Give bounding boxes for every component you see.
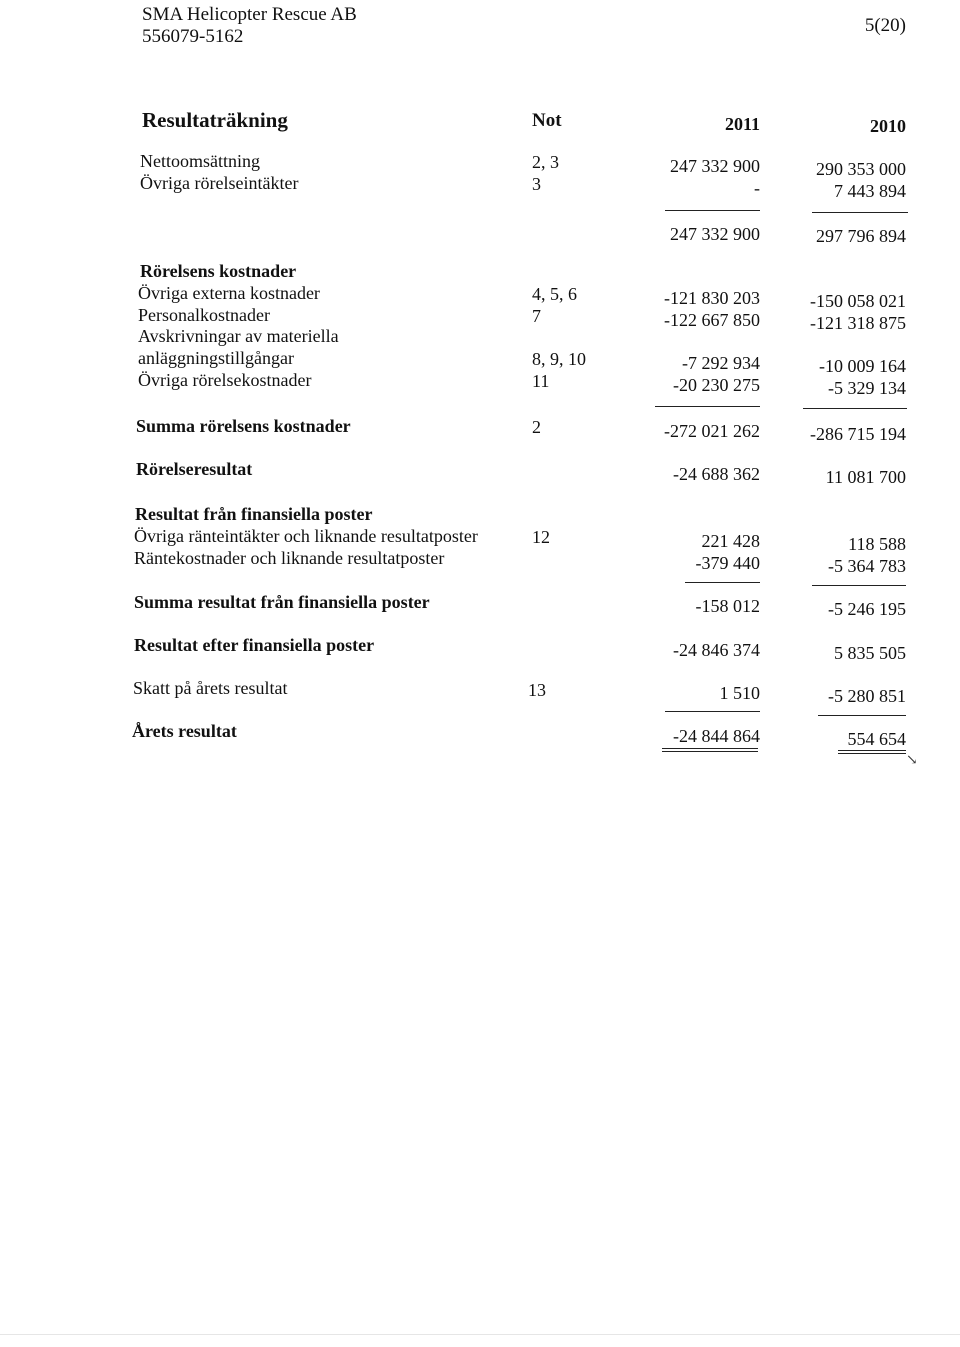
financial-total-rule-2010 [812, 585, 906, 586]
row-value-personnel-costs-2010: -121 318 875 [810, 313, 906, 333]
row-label-net-result: Årets resultat [132, 721, 237, 741]
row-value-result-after-financial-items-2011: -24 846 374 [673, 640, 760, 660]
row-note-other-operating-costs: 11 [532, 371, 550, 391]
row-label-total-financial-items: Summa resultat från finansiella poster [134, 592, 430, 612]
row-label-operating-result: Rörelseresultat [136, 459, 253, 479]
row-value-tax-2010: -5 280 851 [828, 686, 906, 706]
row-value-other-external-costs-2010: -150 058 021 [810, 291, 906, 311]
row-note-total-operating-costs: 2 [532, 417, 541, 437]
section-heading-financial-items: Resultat från finansiella poster [135, 504, 373, 524]
column-header-2011: 2011 [724, 114, 760, 134]
row-value-operating-result-2011: -24 688 362 [673, 464, 760, 484]
row-note-personnel-costs: 7 [532, 306, 541, 326]
row-value-other-operating-income-2011: - [754, 178, 760, 198]
row-label-other-operating-costs: Övriga rörelsekostnader [138, 370, 312, 390]
row-value-total-operating-costs-2010: -286 715 194 [810, 424, 906, 444]
row-note-other-external-costs: 4, 5, 6 [532, 284, 577, 304]
revenue-total-2010: 297 796 894 [816, 226, 906, 246]
net-result-double-underline-2010-b [838, 753, 906, 754]
row-label-depreciation: Avskrivningar av materiella [138, 326, 339, 346]
page-number: 5(20) [864, 15, 906, 36]
row-value-interest-expenses-2010: -5 364 783 [828, 556, 906, 576]
net-result-rule-2010 [818, 715, 906, 716]
page-bottom-rule [0, 1334, 960, 1335]
row-label-result-after-financial-items: Resultat efter finansiella poster [134, 635, 375, 655]
row-label-total-operating-costs: Summa rörelsens kostnader [136, 416, 351, 436]
costs-total-rule-2011 [655, 406, 760, 407]
row-note-tax: 13 [528, 680, 546, 700]
row-label-other-external-costs: Övriga externa kostnader [138, 283, 320, 303]
row-value-depreciation-2010: -10 009 164 [819, 356, 906, 376]
row-note-interest-income: 12 [532, 527, 550, 547]
subtotal-rule-2010 [812, 212, 908, 213]
row-value-net-sales-2010: 290 353 000 [816, 159, 906, 179]
net-result-rule-2011 [665, 711, 760, 712]
row-value-interest-income-2011: 221 428 [701, 531, 760, 551]
row-value-total-financial-items-2011: -158 012 [695, 596, 760, 616]
row-value-other-external-costs-2011: -121 830 203 [664, 288, 760, 308]
row-label-depreciation-line2: anläggningstillgångar [138, 348, 294, 368]
row-value-net-sales-2011: 247 332 900 [670, 156, 760, 176]
financial-total-rule-2011 [685, 582, 760, 583]
costs-total-rule-2010 [803, 408, 907, 409]
row-value-net-result-2011: -24 844 864 [673, 726, 760, 746]
net-result-double-underline-2010-a [838, 750, 906, 751]
statement-title: Resultaträkning [142, 108, 288, 132]
company-name: SMA Helicopter Rescue AB [142, 4, 357, 25]
column-header-note: Not [532, 110, 562, 131]
row-value-interest-income-2010: 118 588 [848, 534, 906, 554]
net-result-double-underline-2011-a [662, 748, 758, 749]
row-value-personnel-costs-2011: -122 667 850 [664, 310, 760, 330]
row-value-interest-expenses-2011: -379 440 [695, 553, 760, 573]
row-label-other-operating-income: Övriga rörelseintäkter [140, 173, 299, 193]
row-value-tax-2011: 1 510 [719, 683, 760, 703]
revenue-total-2011: 247 332 900 [670, 224, 760, 244]
row-value-other-operating-costs-2010: -5 329 134 [828, 378, 906, 398]
row-value-net-result-2010: 554 654 [847, 729, 906, 749]
row-note-net-sales: 2, 3 [532, 152, 559, 172]
row-note-depreciation: 8, 9, 10 [532, 349, 586, 369]
row-label-interest-expenses: Räntekostnader och liknande resultatposter [134, 548, 445, 568]
row-value-depreciation-2011: -7 292 934 [682, 353, 760, 373]
row-label-tax: Skatt på årets resultat [133, 678, 288, 698]
org-number: 556079-5162 [142, 26, 244, 47]
row-value-total-financial-items-2010: -5 246 195 [828, 599, 906, 619]
column-header-2010: 2010 [870, 116, 906, 136]
row-value-other-operating-income-2010: 7 443 894 [834, 181, 906, 201]
subtotal-rule-2011 [665, 210, 760, 211]
row-value-total-operating-costs-2011: -272 021 262 [664, 421, 760, 441]
section-heading-operating-costs: Rörelsens kostnader [140, 261, 297, 281]
net-result-double-underline-2011-b [662, 751, 758, 752]
row-label-personnel-costs: Personalkostnader [138, 305, 270, 325]
row-label-net-sales: Nettoomsättning [140, 151, 260, 171]
row-label-interest-income: Övriga ränteintäkter och liknande resultatposter [134, 526, 478, 546]
row-note-other-operating-income: 3 [532, 174, 541, 194]
row-value-result-after-financial-items-2010: 5 835 505 [834, 643, 906, 663]
row-value-other-operating-costs-2011: -20 230 275 [673, 375, 760, 395]
tick-mark-icon: ↘ [906, 753, 918, 768]
row-value-operating-result-2010: 11 081 700 [825, 467, 906, 487]
